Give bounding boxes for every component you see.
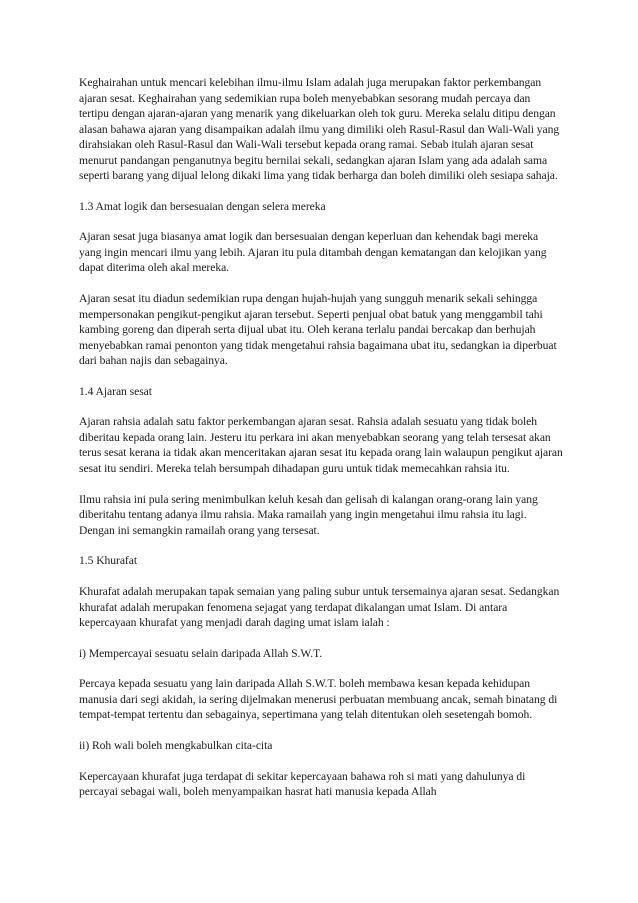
paragraph: Ajaran sesat juga biasanya amat logik dan bersesuaian dengan keperluan dan kehendak bagi mereka yang ingin mencari ilmu yang lebih. Ajaran itu pula ditambah dengan kematangan dan kelojikan yang dapat diterima oleh akal mereka. [79, 230, 547, 275]
paragraph: Ajaran sesat itu diadun sedemikian rupa dengan hujah-hujah yang sungguh menarik sekali sehingga mempersonakan pengikut-pengikut ajaran tersebut. Seperti penjual obat batuk yang menggambil tahi kambing goreng dan diperah serta dijual ubat itu. Oleh kerana terlalu pandai bercakap dan berhujah menyebabkan ramai penonton yang tidak mengetahui rahsia bagaimana ubat itu, sedangkan ia diperbuat dari bahan najis dan sebagainya. [79, 292, 557, 368]
paragraph: Ilmu rahsia ini pula sering menimbulkan keluh kesah dan gelisah di kalangan orang-orang lain yang diberitahu tentang adanya ilmu rahsia. Maka ramailah yang ingin mengetahui ilmu rahsia itu lagi. Dengan ini semangkin ramailah orang yang tersesat. [79, 492, 538, 537]
paragraph: Ajaran rahsia adalah satu faktor perkembangan ajaran sesat. Rahsia adalah sesuatu yang tidak boleh diberitau kepada orang lain. Jesteru itu perkara ini akan menyebabkan seorang yang telah tersesat akan terus sesat kerana ia tidak akan menceritakan ajaran sesat itu kepada orang lain walaupun pengikut ajaran sesat itu sendiri. Mereka telah bersumpah dihadapan guru untuk tidak memecahkan rahsia itu. [79, 415, 563, 475]
section-heading: 1.4 Ajaran sesat [79, 384, 152, 398]
document-page [79, 75, 563, 815]
section-heading: 1.5 Khurafat [79, 554, 137, 568]
paragraph: Percaya kepada sesuatu yang lain daripada Allah S.W.T. boleh membawa kesan kepada kehidupan manusia dari segi akidah, ia sering dijelmakan menerusi perbuatan membuang ancak, semah binatang di tempat-tempat tertentu dan sebagainya, sepertimana yang telah ditentukan oleh sesetengah bomoh. [79, 677, 558, 722]
subsection-heading: ii) Roh wali boleh mengkabulkan cita-cita [79, 739, 273, 753]
paragraph: Kepercayaan khurafat juga terdapat di sekitar kepercayaan bahawa roh si mati yang dahulunya di percayai sebagai wali, boleh menyampaikan hasrat hati manusia kepada Allah [79, 769, 526, 799]
paragraph: Khurafat adalah merupakan tapak semaian yang paling subur untuk tersemainya ajaran sesat. Sedangkan khurafat adalah merupakan fenomena sejagat yang terdapat dikalangan umat Islam. Di antara kepercayaan khurafat yang menjadi darah daging umat islam ialah : [79, 585, 560, 629]
section-heading: 1.3 Amat logik dan bersesuaian dengan selera mereka [79, 199, 326, 213]
subsection-heading: i) Mempercayai sesuatu selain daripada Allah S.W.T. [79, 646, 323, 660]
paragraph: Keghairahan untuk mencari kelebihan ilmu-ilmu Islam adalah juga merupakan faktor perkembangan ajaran sesat. Keghairahan yang sedemikian rupa boleh menyebabkan sesorang mudah percaya dan tertipu dengan ajaran-ajaran yang menarik yang dikeluarkan oleh tok guru. Mereka selalu ditipu dengan alasan bahawa ajaran yang disampaikan adalah ilmu yang dimiliki oleh Rasul-Rasul dan Wali-Wali yang dirahsiakan oleh Rasul-Rasul dan Wali-Wali tersebut kepada orang ramai. Sebab itulah ajaran sesat menurut pandangan penganutnya begitu bernilai sekali, sedangkan ajaran Islam yang ada adalah sama seperti barang yang dijual lelong dikaki lima yang tidak berharga dan boleh dimiliki oleh sesiapa sahaja. [79, 76, 560, 182]
